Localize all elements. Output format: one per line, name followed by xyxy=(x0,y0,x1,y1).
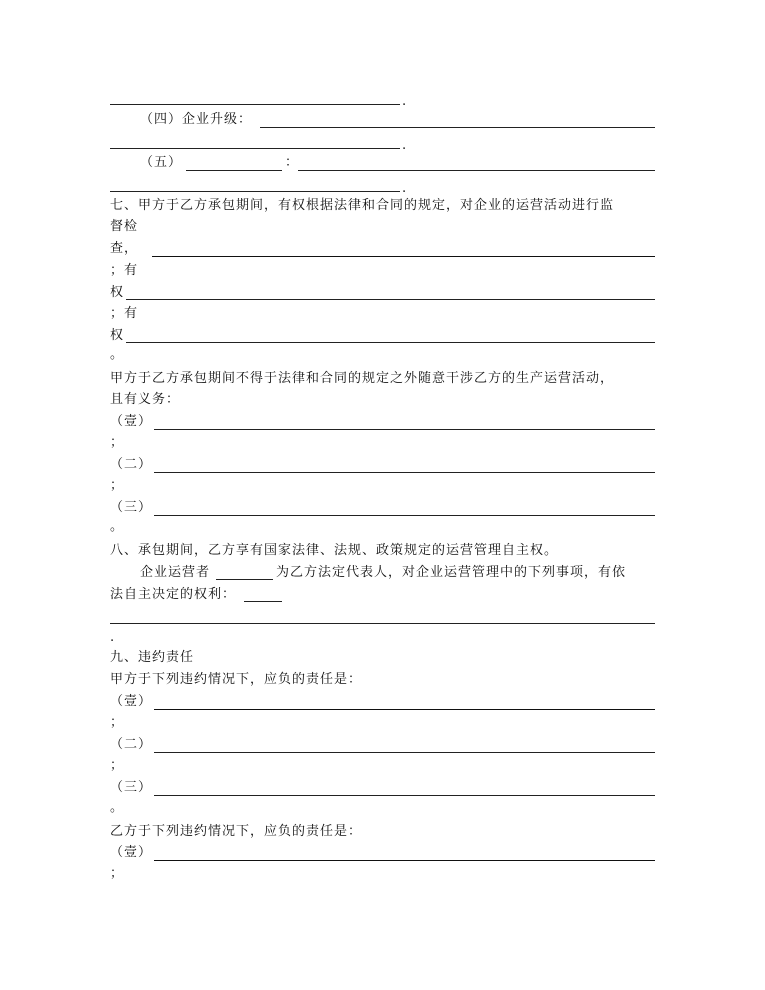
full-stop: 。 xyxy=(110,800,125,815)
clause-text: ；有 xyxy=(110,306,139,321)
operator-text-cont: 法自主决定的权利： xyxy=(110,587,237,602)
party-a-obligation-text: 甲方于乙方承包期间不得于法律和合同的规定之外随意干涉乙方的生产运营活动， xyxy=(110,371,615,386)
fill-line[interactable] xyxy=(126,342,655,343)
party-a-obligation-text-cont: 且有义务： xyxy=(110,392,181,407)
party-a-liability-text: 甲方于下列违约情况下，应负的责任是： xyxy=(110,672,363,687)
item-3-label: （三） xyxy=(110,500,153,515)
semicolon: ； xyxy=(110,866,125,881)
colon: ： xyxy=(285,155,300,170)
section-8-text: 八、承包期间，乙方享有国家法律、法规、政策规定的运营管理自主权。 xyxy=(110,543,559,558)
item-1-label: （壹） xyxy=(110,694,153,709)
fill-line[interactable] xyxy=(110,191,400,192)
fill-line[interactable] xyxy=(154,752,655,753)
fill-line[interactable] xyxy=(216,579,273,580)
fill-line[interactable] xyxy=(154,860,655,861)
full-stop: 。 xyxy=(110,347,125,362)
fill-line[interactable] xyxy=(154,429,655,430)
fill-line[interactable] xyxy=(110,623,655,624)
fill-line[interactable] xyxy=(110,104,400,105)
period: . xyxy=(110,630,116,645)
clause-text: 权 xyxy=(110,328,125,343)
item-2-label: （二） xyxy=(110,457,153,472)
semicolon: ； xyxy=(110,758,125,773)
period: . xyxy=(402,94,408,109)
section-9-title: 九、违约责任 xyxy=(110,650,195,665)
full-stop: 。 xyxy=(110,519,125,534)
item-upgrade-label: （四）企业升级： xyxy=(140,112,253,127)
fill-line[interactable] xyxy=(110,148,400,149)
item-2-label: （二） xyxy=(110,737,153,752)
operator-text: 企业运营者 xyxy=(140,565,211,580)
fill-line[interactable] xyxy=(298,170,655,171)
item-five-label: （五） xyxy=(140,155,183,170)
clause-text: ；有 xyxy=(110,263,139,278)
period: . xyxy=(402,181,408,196)
period: . xyxy=(402,138,408,153)
fill-line[interactable] xyxy=(186,170,282,171)
item-1-label: （壹） xyxy=(110,845,153,860)
section-7-text: 七、甲方于乙方承包期间，有权根据法律和合同的规定，对企业的运营活动进行监 xyxy=(110,198,615,213)
party-b-liability-text: 乙方于下列违约情况下，应负的责任是： xyxy=(110,824,363,839)
operator-text-cont: 为乙方法定代表人，对企业运营管理中的下列事项，有依 xyxy=(276,565,627,580)
fill-line[interactable] xyxy=(260,127,655,128)
fill-line[interactable] xyxy=(154,472,655,473)
semicolon: ； xyxy=(110,478,125,493)
fill-line[interactable] xyxy=(244,601,282,602)
clause-text: 权 xyxy=(110,285,125,300)
section-7-text-cont: 督检 xyxy=(110,219,139,234)
item-1-label: （壹） xyxy=(110,414,153,429)
fill-line[interactable] xyxy=(152,256,655,257)
fill-line[interactable] xyxy=(154,709,655,710)
fill-line[interactable] xyxy=(126,299,655,300)
fill-line[interactable] xyxy=(154,515,655,516)
section-7-text-cont: 查， xyxy=(110,241,139,256)
semicolon: ； xyxy=(110,715,125,730)
fill-line[interactable] xyxy=(154,795,655,796)
item-3-label: （三） xyxy=(110,780,153,795)
semicolon: ； xyxy=(110,435,125,450)
